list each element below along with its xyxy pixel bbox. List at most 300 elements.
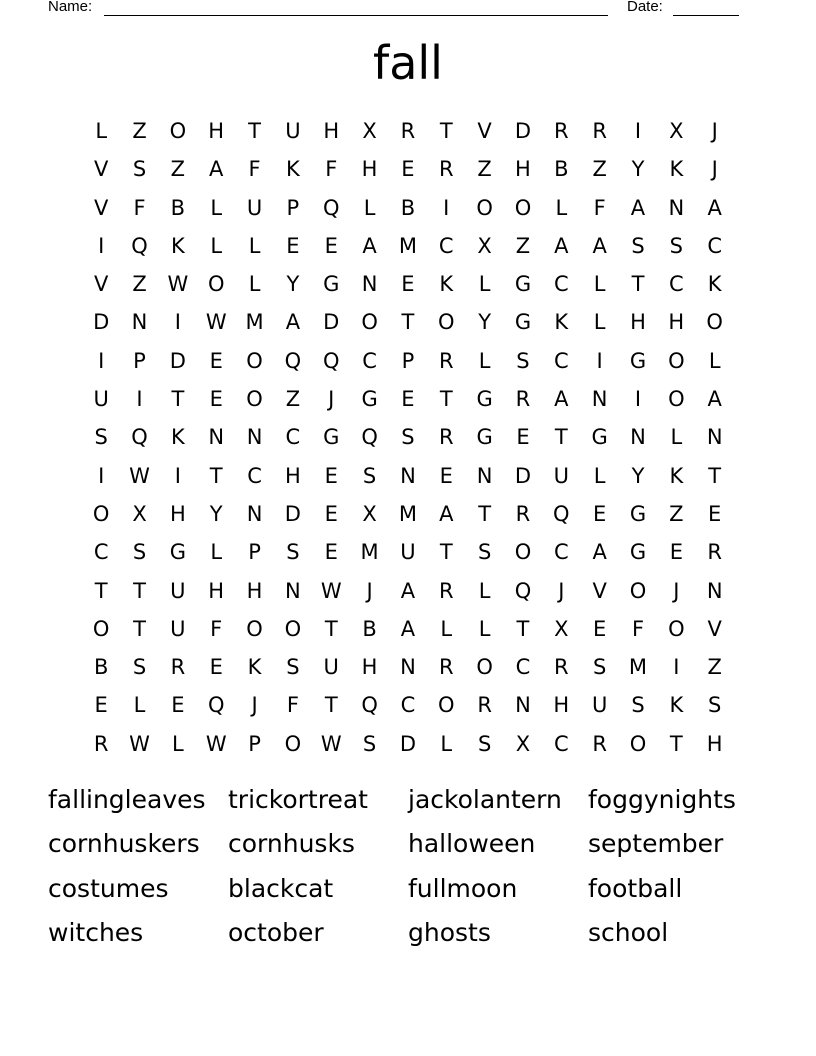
grid-letter[interactable]: T <box>554 425 568 450</box>
grid-letter[interactable]: A <box>285 310 301 335</box>
grid-letter[interactable]: W <box>205 731 227 756</box>
grid-letter[interactable]: V <box>592 578 607 603</box>
grid-letter[interactable]: O <box>246 348 263 373</box>
grid-letter[interactable]: E <box>401 272 415 297</box>
grid-letter[interactable]: T <box>248 119 261 143</box>
grid-letter[interactable]: O <box>92 616 110 641</box>
grid-letter[interactable]: Y <box>209 501 223 526</box>
grid-letter[interactable]: Q <box>553 501 570 526</box>
grid-letter[interactable]: E <box>401 157 415 182</box>
grid-letter[interactable]: H <box>169 501 186 526</box>
grid-letter[interactable]: G <box>169 540 186 565</box>
grid-letter[interactable]: S <box>477 540 492 565</box>
grid-letter[interactable]: O <box>706 310 723 335</box>
grid-letter[interactable]: R <box>438 425 454 450</box>
grid-letter[interactable]: C <box>247 463 262 488</box>
grid-letter[interactable]: U <box>400 540 416 565</box>
grid-letter[interactable]: D <box>399 731 416 756</box>
grid-letter[interactable]: S <box>286 540 300 565</box>
grid-letter[interactable]: T <box>669 731 683 756</box>
date-label: Date: <box>627 0 663 15</box>
grid-letter[interactable]: S <box>516 348 530 373</box>
grid-letter[interactable]: T <box>708 463 722 488</box>
grid-letter[interactable]: F <box>133 195 146 220</box>
grid-letter[interactable]: D <box>169 348 186 373</box>
grid-letter[interactable]: D <box>514 119 532 143</box>
grid-letter[interactable]: X <box>362 501 377 526</box>
grid-letter[interactable]: Q <box>131 425 148 450</box>
grid-letter[interactable]: C <box>707 233 722 258</box>
grid-letter[interactable]: Q <box>361 425 378 450</box>
grid-letter[interactable]: H <box>323 119 340 143</box>
grid-letter[interactable]: N <box>361 272 378 297</box>
grid-letter[interactable]: M <box>245 310 264 335</box>
grid-letter[interactable]: D <box>514 463 532 488</box>
grid-letter[interactable]: O <box>629 731 647 756</box>
grid-letter[interactable]: G <box>514 272 532 297</box>
grid-letter[interactable]: A <box>362 233 377 258</box>
grid-letter[interactable]: P <box>286 195 300 220</box>
grid-letter[interactable]: T <box>439 387 453 412</box>
grid-letter[interactable]: C <box>553 731 569 756</box>
grid-letter[interactable]: L <box>248 272 261 297</box>
grid-letter[interactable]: B <box>400 195 416 220</box>
grid-letter[interactable]: K <box>439 272 454 297</box>
grid-letter[interactable]: Y <box>631 157 645 182</box>
grid-letter[interactable]: Z <box>515 233 531 258</box>
grid-letter[interactable]: Q <box>514 578 532 603</box>
grid-letter[interactable]: I <box>634 387 642 412</box>
grid-letter[interactable]: M <box>398 501 417 526</box>
grid-letter[interactable]: H <box>208 119 225 143</box>
grid-letter[interactable]: G <box>514 310 532 335</box>
grid-letter[interactable]: E <box>593 501 607 526</box>
grid-letter[interactable]: T <box>324 693 338 718</box>
grid-letter[interactable]: A <box>707 387 722 412</box>
grid-letter[interactable]: C <box>553 348 569 373</box>
grid-letter[interactable]: A <box>592 540 607 565</box>
grid-letter[interactable]: F <box>286 693 299 718</box>
grid-letter[interactable]: J <box>251 693 258 718</box>
grid-letter[interactable]: T <box>401 310 415 335</box>
grid-letter[interactable]: T <box>324 616 338 641</box>
grid-letter[interactable]: Z <box>669 501 684 526</box>
grid-letter[interactable]: L <box>95 119 108 143</box>
grid-letter[interactable]: I <box>136 387 143 412</box>
grid-letter[interactable]: T <box>133 616 146 641</box>
grid-letter[interactable]: C <box>285 425 301 450</box>
word-bank <box>48 778 768 955</box>
grid-letter[interactable]: E <box>516 425 530 450</box>
grid-letter[interactable]: M <box>628 655 648 680</box>
grid-letter[interactable]: T <box>133 578 146 603</box>
grid-letter[interactable]: R <box>592 119 607 143</box>
grid-letter[interactable]: R <box>93 731 109 756</box>
grid-letter[interactable]: R <box>438 348 454 373</box>
grid-letter[interactable]: E <box>439 463 453 488</box>
grid-letter[interactable]: L <box>210 540 223 565</box>
grid-letter[interactable]: L <box>708 348 721 373</box>
grid-letter[interactable]: S <box>708 693 722 718</box>
grid-letter[interactable]: E <box>324 540 338 565</box>
grid-letter[interactable]: A <box>400 578 416 603</box>
grid-letter[interactable]: O <box>361 310 378 335</box>
grid-letter[interactable]: L <box>478 616 491 641</box>
grid-letter[interactable]: N <box>400 655 416 680</box>
grid-letter[interactable]: S <box>592 655 607 680</box>
grid-letter[interactable]: E <box>324 463 338 488</box>
grid-letter[interactable]: L <box>593 463 606 488</box>
grid-letter[interactable]: S <box>362 463 377 488</box>
grid-letter[interactable]: R <box>554 655 569 680</box>
grid-letter[interactable]: W <box>205 310 227 335</box>
grid-letter[interactable]: Q <box>361 693 378 718</box>
grid-letter[interactable]: H <box>361 655 378 680</box>
grid-letter[interactable]: P <box>401 348 415 373</box>
grid-letter[interactable]: S <box>132 655 147 680</box>
grid-letter[interactable]: G <box>323 425 340 450</box>
grid-letter[interactable]: J <box>558 578 565 603</box>
grid-letter[interactable]: N <box>476 463 493 488</box>
word-search-grid[interactable] <box>82 112 734 763</box>
grid-letter[interactable]: L <box>440 731 453 756</box>
grid-letter[interactable]: N <box>285 578 301 603</box>
grid-letter[interactable]: N <box>131 310 148 335</box>
grid-letter[interactable]: F <box>325 157 338 182</box>
grid-letter[interactable]: T <box>439 119 453 143</box>
word-bank-item: football <box>588 873 683 903</box>
grid-letter[interactable]: K <box>170 425 185 450</box>
grid-letter[interactable]: R <box>400 119 416 143</box>
grid-letter[interactable]: E <box>324 501 338 526</box>
grid-letter[interactable]: G <box>591 425 608 450</box>
grid-letter[interactable]: I <box>98 233 105 258</box>
grid-letter[interactable]: E <box>209 348 223 373</box>
grid-letter[interactable]: L <box>555 195 568 220</box>
word-bank-item: blackcat <box>228 873 334 903</box>
grid-letter[interactable]: H <box>361 157 378 182</box>
grid-letter[interactable]: J <box>673 578 680 603</box>
grid-letter[interactable]: V <box>93 195 109 220</box>
grid-letter[interactable]: I <box>443 195 450 220</box>
grid-letter[interactable]: L <box>670 425 683 450</box>
grid-letter[interactable]: H <box>668 310 685 335</box>
grid-letter[interactable]: C <box>553 272 569 297</box>
grid-letter[interactable]: I <box>98 463 105 488</box>
grid-letter[interactable]: G <box>476 387 493 412</box>
grid-letter[interactable]: E <box>209 387 223 412</box>
grid-letter[interactable]: A <box>209 157 224 182</box>
grid-letter[interactable]: T <box>516 616 530 641</box>
grid-letter[interactable]: K <box>170 233 185 258</box>
grid-letter[interactable]: L <box>133 693 146 718</box>
grid-letter[interactable]: H <box>706 731 723 756</box>
grid-letter[interactable]: S <box>669 233 683 258</box>
grid-letter[interactable]: E <box>593 616 607 641</box>
grid-letter[interactable]: W <box>320 578 342 603</box>
grid-letter[interactable]: S <box>94 425 108 450</box>
grid-letter[interactable]: D <box>284 501 301 526</box>
grid-letter[interactable]: C <box>362 348 377 373</box>
grid-letter[interactable]: B <box>554 157 569 182</box>
grid-letter[interactable]: F <box>248 157 261 182</box>
grid-letter[interactable]: O <box>668 616 685 641</box>
grid-letter[interactable]: L <box>210 195 223 220</box>
grid-letter[interactable]: H <box>630 310 646 335</box>
grid-letter[interactable]: K <box>669 157 684 182</box>
grid-letter[interactable]: U <box>170 616 186 641</box>
grid-letter[interactable]: C <box>553 540 569 565</box>
grid-letter[interactable]: T <box>209 463 223 488</box>
grid-letter[interactable]: E <box>669 540 683 565</box>
grid-letter[interactable]: F <box>210 616 223 641</box>
grid-letter[interactable]: L <box>440 616 453 641</box>
grid-letter[interactable]: S <box>362 731 377 756</box>
grid-letter[interactable]: Q <box>322 348 340 373</box>
grid-letter[interactable]: Q <box>322 195 340 220</box>
grid-letter[interactable]: R <box>515 387 531 412</box>
grid-letter[interactable]: A <box>554 233 569 258</box>
grid-letter[interactable]: S <box>477 731 492 756</box>
grid-letter[interactable]: F <box>593 195 606 220</box>
grid-letter[interactable]: X <box>477 233 492 258</box>
grid-letter[interactable]: S <box>132 540 147 565</box>
grid-letter[interactable]: V <box>707 616 722 641</box>
grid-letter[interactable]: W <box>320 731 342 756</box>
grid-letter[interactable]: O <box>514 540 532 565</box>
grid-letter[interactable]: Z <box>707 655 722 680</box>
grid-letter[interactable]: C <box>515 655 531 680</box>
grid-letter[interactable]: R <box>438 157 454 182</box>
grid-letter[interactable]: U <box>285 119 301 143</box>
grid-letter[interactable]: R <box>592 731 607 756</box>
grid-letter[interactable]: B <box>362 616 377 641</box>
grid-letter[interactable]: A <box>592 233 607 258</box>
grid-letter[interactable]: J <box>366 578 373 603</box>
grid-letter[interactable]: K <box>669 463 684 488</box>
grid-letter[interactable]: K <box>247 655 262 680</box>
grid-letter[interactable]: E <box>708 501 722 526</box>
grid-letter[interactable]: G <box>629 501 647 526</box>
grid-letter[interactable]: J <box>711 119 718 143</box>
grid-letter[interactable]: O <box>284 731 302 756</box>
grid-letter[interactable]: W <box>167 272 189 297</box>
grid-letter[interactable]: O <box>668 387 685 412</box>
grid-letter[interactable]: N <box>668 195 685 220</box>
grid-letter[interactable]: T <box>478 501 492 526</box>
grid-letter[interactable]: H <box>284 463 301 488</box>
grid-letter[interactable]: N <box>246 501 263 526</box>
grid-letter[interactable]: H <box>515 157 531 182</box>
grid-letter[interactable]: O <box>438 693 455 718</box>
grid-letter[interactable]: S <box>286 655 300 680</box>
grid-letter[interactable]: E <box>209 655 223 680</box>
grid-letter[interactable]: O <box>438 310 455 335</box>
grid-letter[interactable]: O <box>629 578 647 603</box>
grid-letter[interactable]: W <box>129 731 150 756</box>
grid-letter[interactable]: R <box>477 693 492 718</box>
grid-letter[interactable]: D <box>323 310 340 335</box>
grid-letter[interactable]: Y <box>631 463 645 488</box>
grid-letter[interactable]: L <box>172 731 184 756</box>
grid-letter[interactable]: X <box>132 501 147 526</box>
grid-letter[interactable]: V <box>93 157 109 182</box>
grid-letter[interactable]: E <box>286 233 300 258</box>
grid-letter[interactable]: E <box>171 693 185 718</box>
grid-letter[interactable]: X <box>362 119 377 143</box>
grid-letter[interactable]: G <box>476 425 493 450</box>
grid-letter[interactable]: N <box>246 425 263 450</box>
grid-letter[interactable]: K <box>707 272 722 297</box>
grid-letter[interactable]: P <box>133 348 146 373</box>
grid-letter[interactable]: H <box>246 578 263 603</box>
grid-letter[interactable]: I <box>174 463 181 488</box>
grid-letter[interactable]: K <box>669 693 684 718</box>
grid-letter[interactable]: U <box>323 655 339 680</box>
grid-letter[interactable]: I <box>634 119 642 143</box>
grid-letter[interactable]: H <box>208 578 225 603</box>
grid-letter[interactable]: J <box>328 387 335 412</box>
grid-letter[interactable]: L <box>478 348 491 373</box>
grid-letter[interactable]: S <box>401 425 415 450</box>
grid-letter[interactable]: G <box>323 272 340 297</box>
grid-letter[interactable]: N <box>208 425 225 450</box>
grid-letter[interactable]: U <box>591 693 608 718</box>
grid-letter[interactable]: Z <box>170 157 186 182</box>
grid-letter[interactable]: O <box>92 501 110 526</box>
grid-letter[interactable]: U <box>170 578 186 603</box>
grid-letter[interactable]: R <box>515 501 531 526</box>
grid-letter[interactable]: L <box>478 272 491 297</box>
grid-letter[interactable]: O <box>207 272 225 297</box>
grid-letter[interactable]: C <box>668 272 684 297</box>
grid-letter[interactable]: A <box>554 387 569 412</box>
grid-letter[interactable]: L <box>248 233 261 258</box>
grid-letter[interactable]: U <box>93 387 109 412</box>
grid-letter[interactable]: P <box>248 540 261 565</box>
grid-letter[interactable]: T <box>171 387 185 412</box>
grid-letter[interactable]: L <box>210 233 223 258</box>
grid-letter[interactable]: E <box>94 693 108 718</box>
grid-letter[interactable]: S <box>631 233 645 258</box>
grid-letter[interactable]: O <box>246 387 263 412</box>
grid-letter[interactable]: N <box>591 387 608 412</box>
grid-letter[interactable]: X <box>669 119 684 143</box>
grid-letter[interactable]: T <box>94 578 108 603</box>
grid-letter[interactable]: G <box>629 348 647 373</box>
grid-letter[interactable]: U <box>246 195 263 220</box>
grid-letter[interactable]: L <box>593 272 606 297</box>
grid-letter[interactable]: W <box>129 463 150 488</box>
grid-letter[interactable]: C <box>93 540 109 565</box>
grid-letter[interactable]: J <box>711 157 718 182</box>
grid-letter[interactable]: N <box>706 578 723 603</box>
grid-letter[interactable]: Z <box>285 387 301 412</box>
grid-letter[interactable]: K <box>286 157 300 182</box>
grid-letter[interactable]: Z <box>132 272 147 297</box>
grid-letter[interactable]: Y <box>478 310 492 335</box>
grid-letter[interactable]: O <box>169 119 187 143</box>
grid-letter[interactable]: N <box>400 463 416 488</box>
grid-letter[interactable]: H <box>553 693 570 718</box>
grid-letter[interactable]: Z <box>477 157 492 182</box>
grid-letter[interactable]: X <box>515 731 531 756</box>
grid-letter[interactable]: L <box>478 578 491 603</box>
grid-letter[interactable]: I <box>673 655 680 680</box>
word-bank-item: fallingleaves <box>48 785 206 814</box>
grid-letter[interactable]: E <box>401 387 415 412</box>
grid-letter[interactable]: Y <box>286 272 300 297</box>
grid-letter[interactable]: N <box>706 425 723 450</box>
grid-letter[interactable]: O <box>476 655 493 680</box>
grid-letter[interactable]: O <box>246 616 263 641</box>
grid-letter[interactable]: R <box>707 540 722 565</box>
grid-letter[interactable]: T <box>439 540 453 565</box>
grid-letter[interactable]: R <box>438 655 454 680</box>
grid-letter[interactable]: A <box>400 616 416 641</box>
grid-letter[interactable]: A <box>707 195 722 220</box>
grid-letter[interactable]: O <box>284 616 302 641</box>
date-blank-line[interactable] <box>673 15 739 16</box>
grid-letter[interactable]: L <box>363 195 376 220</box>
grid-letter[interactable]: Z <box>592 157 607 182</box>
grid-letter[interactable]: N <box>515 693 531 718</box>
word-bank-item: ghosts <box>408 917 491 947</box>
name-blank-line[interactable] <box>104 15 608 16</box>
grid-letter[interactable]: P <box>248 731 261 756</box>
grid-letter[interactable]: M <box>398 233 417 258</box>
grid-letter[interactable]: L <box>593 310 606 335</box>
grid-letter[interactable]: G <box>361 387 378 412</box>
word-bank-item: fullmoon <box>408 873 518 903</box>
grid-letter[interactable]: B <box>93 655 109 680</box>
grid-letter[interactable]: T <box>631 272 645 297</box>
grid-letter[interactable]: M <box>360 540 379 565</box>
grid-letter[interactable]: I <box>596 348 603 373</box>
grid-letter[interactable]: N <box>630 425 646 450</box>
grid-letter[interactable]: I <box>98 348 105 373</box>
grid-letter[interactable]: R <box>438 578 454 603</box>
grid-letter[interactable]: R <box>170 655 186 680</box>
grid-letter[interactable]: I <box>174 310 181 335</box>
grid-letter[interactable]: Z <box>132 119 147 143</box>
grid-letter[interactable]: E <box>324 233 338 258</box>
grid-row <box>82 457 734 495</box>
grid-letter[interactable]: V <box>93 272 109 297</box>
grid-letter[interactable]: O <box>514 195 532 220</box>
grid-letter[interactable]: U <box>553 463 569 488</box>
grid-letter[interactable]: F <box>631 616 645 641</box>
grid-letter[interactable]: Q <box>207 693 225 718</box>
grid-letter[interactable]: B <box>170 195 186 220</box>
grid-letter[interactable]: D <box>93 310 110 335</box>
grid-letter[interactable]: Q <box>131 233 148 258</box>
grid-letter[interactable]: C <box>400 693 416 718</box>
grid-letter[interactable]: C <box>438 233 454 258</box>
grid-letter[interactable]: Q <box>284 348 302 373</box>
grid-letter[interactable]: G <box>629 540 647 565</box>
grid-letter[interactable]: A <box>630 195 646 220</box>
grid-letter[interactable]: S <box>132 157 147 182</box>
grid-letter[interactable]: V <box>477 119 492 143</box>
grid-letter[interactable]: O <box>668 348 685 373</box>
grid-letter[interactable]: S <box>631 693 645 718</box>
grid-letter[interactable]: X <box>554 616 569 641</box>
grid-letter[interactable]: O <box>476 195 493 220</box>
grid-letter[interactable]: R <box>554 119 569 143</box>
grid-letter[interactable]: K <box>554 310 569 335</box>
grid-letter[interactable]: A <box>439 501 454 526</box>
